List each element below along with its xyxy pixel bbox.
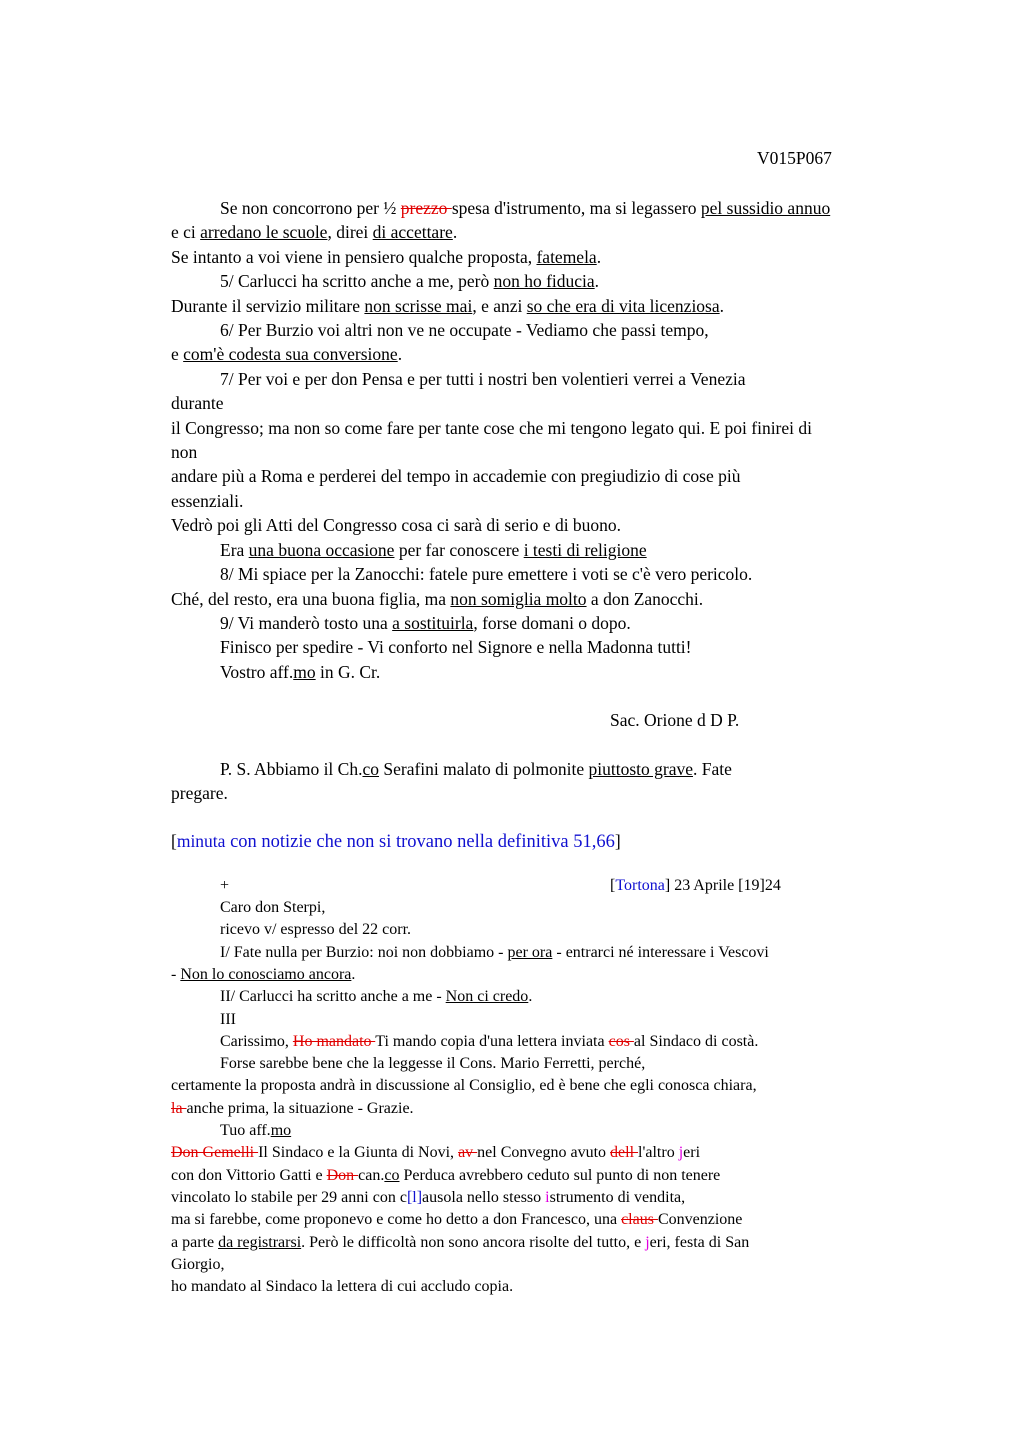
text-line: Ché, del resto, era una buona figlia, ma non somiglia molto a don Zanocchi. — [171, 588, 704, 609]
salutation: Caro don Sterpi, — [220, 899, 326, 917]
text-line: Don Gemelli Il Sindaco e la Giunta di Novi, av nel Convegno avuto dell l'altro jeri — [171, 1144, 701, 1162]
text-line: 7/ Per voi e per don Pensa e per tutti i nostri ben volentieri verrei a Venezia — [220, 368, 746, 389]
text-line: Carissimo, Ho mandato Ti mando copia d'una lettera inviata cos al Sindaco di costà. — [220, 1032, 759, 1050]
text-line: Se non concorrono per ½ prezzo spesa d'istrumento, ma si legassero pel sussidio annuo — [220, 198, 831, 218]
letter-header — [171, 875, 951, 897]
postscript-line: pregare. — [171, 782, 228, 803]
text-line: andare più a Roma e perderei del tempo in accademie con pregiudizio di cose più — [171, 466, 741, 487]
text-line: Vedrò poi gli Atti del Congresso cosa ci sarà di serio e di buono. — [171, 515, 622, 536]
text-line: ma si farebbe, come proponevo e come ho detto a don Francesco, una claus Convenzione — [171, 1211, 743, 1229]
text-line: il Congresso; ma non so come fare per tante cose che mi tengono legato qui. E poi finirei di — [171, 417, 813, 438]
closing-line: Tuo aff.mo — [220, 1122, 292, 1140]
text-line: 9/ Vi manderò tosto una a sostituirla, forse domani o dopo. — [220, 612, 631, 633]
text-line: a parte da registrarsi. Però le difficoltà non sono ancora risolte del tutto, e jeri, festa di San — [171, 1233, 750, 1251]
text-line: e ci arredano le scuole, direi di accettare. — [171, 222, 458, 243]
signature: Sac. Orione d D P. — [610, 710, 740, 731]
postscript-line: P. S. Abbiamo il Ch.co Serafini malato di polmonite piuttosto grave. Fate — [220, 758, 732, 779]
text-line: Finisco per spedire - Vi conforto nel Signore e nella Madonna tutti! — [220, 637, 692, 658]
draft-letter — [171, 875, 951, 1299]
text-line: Se intanto a voi viene in pensiero qualche proposta, fatemela. — [171, 246, 602, 267]
text-line: 8/ Mi spiace per la Zanocchi: fatele pure emettere i voti se c'è vero pericolo. — [220, 564, 753, 585]
text-line: durante — [171, 393, 224, 414]
text-line: e com'è codesta sua conversione. — [171, 344, 403, 365]
text-line: certamente la proposta andrà in discussione al Consiglio, ed è bene che egli conosca chiara, — [171, 1077, 757, 1095]
text-line: II/ Carlucci ha scritto anche a me - Non ci credo. — [220, 988, 533, 1006]
text-line: la anche prima, la situazione - Grazie. — [171, 1099, 414, 1117]
document-body — [171, 196, 951, 1298]
closing-line: Vostro aff.mo in G. Cr. — [220, 661, 381, 682]
cross-mark: + — [220, 876, 230, 894]
text-line: Era una buona occasione per far conoscere i testi di religione — [220, 539, 647, 560]
editor-note: [minuta con notizie che non si trovano nella definitiva 51,66] — [171, 831, 621, 853]
text-line: ho mandato al Sindaco la lettera di cui accludo copia. — [171, 1278, 514, 1296]
text-line: III — [220, 1010, 236, 1028]
text-line: Giorgio, — [171, 1255, 225, 1273]
page-id: V015P067 — [757, 148, 832, 168]
text-line: Durante il servizio militare non scrisse mai, e anzi so che era di vita licenziosa. — [171, 295, 725, 316]
text-line: - Non lo conosciamo ancora. — [171, 965, 356, 983]
text-line: con don Vittorio Gatti e Don can.co Perduca avrebbero ceduto sul punto di non tenere — [171, 1166, 721, 1184]
text-line: 5/ Carlucci ha scritto anche a me, però non ho fiducia. — [220, 271, 600, 292]
text-line: non — [171, 442, 198, 463]
text-line: ricevo v/ espresso del 22 corr. — [220, 921, 412, 939]
text-line: 6/ Per Burzio voi altri non ve ne occupate - Vediamo che passi tempo, — [220, 320, 709, 341]
letter-date: [Tortona] 23 Aprile [19]24 — [610, 876, 781, 894]
text-line: Forse sarebbe bene che la leggesse il Cons. Mario Ferretti, perché, — [220, 1055, 646, 1073]
text-line: essenziali. — [171, 490, 244, 511]
text-line: I/ Fate nulla per Burzio: noi non dobbiamo - per ora - entrarci né interessare i Vescovi — [220, 943, 769, 961]
text-line: vincolato lo stabile per 29 anni con c[l]ausola nello stesso istrumento di vendita, — [171, 1188, 686, 1206]
